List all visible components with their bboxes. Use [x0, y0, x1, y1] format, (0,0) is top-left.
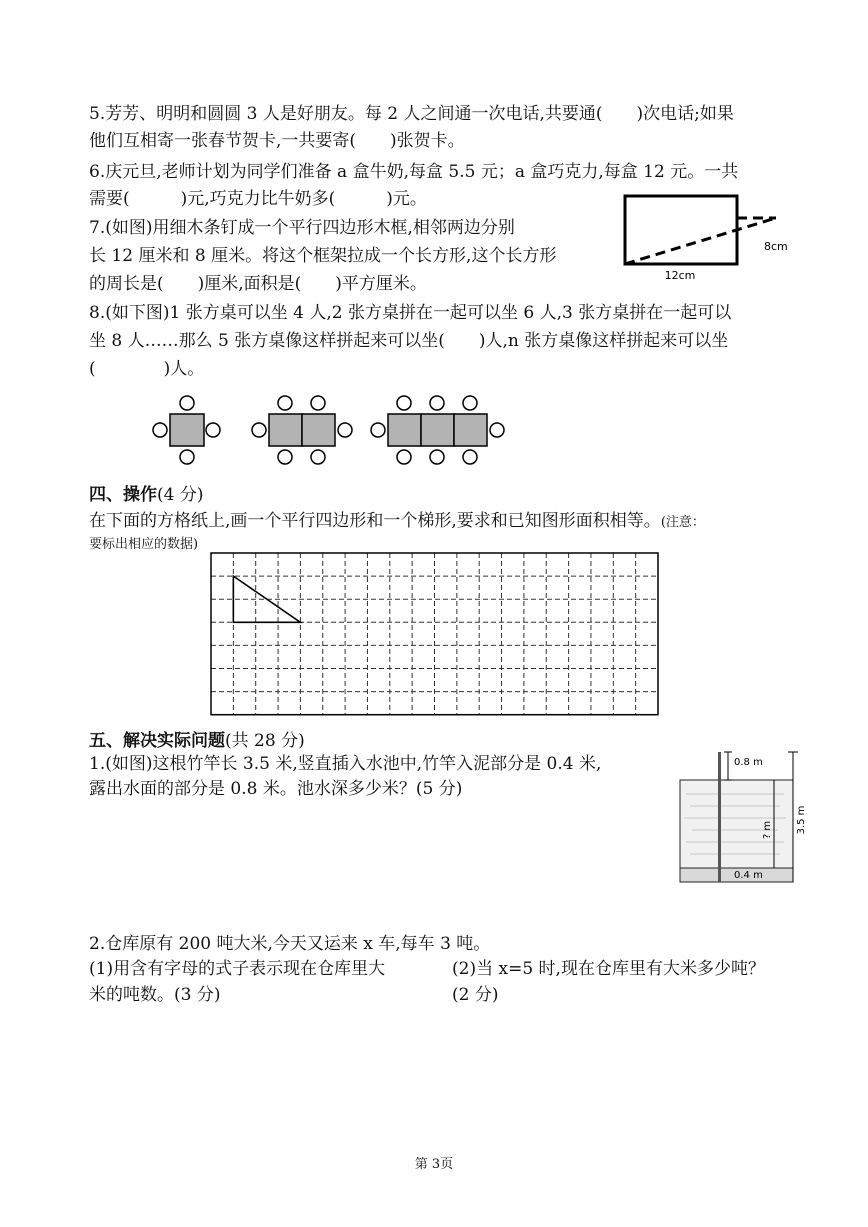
section4-note1: (注意： [660, 515, 705, 530]
p2-sub2-line1: (2)当 x=5 时,现在仓库里有大米多少吨？ [452, 959, 765, 979]
seat [397, 450, 411, 464]
seat [278, 450, 292, 464]
q7-line3: 的周长是( )厘米,面积是( )平方厘米。 [89, 274, 427, 294]
p2-line1: 2.仓库原有 200 吨大米,今天又运来 x 车,每车 3 吨。 [89, 934, 491, 954]
seat [338, 423, 352, 437]
table [269, 414, 302, 446]
p1-line2: 露出水面的部分是 0.8 米。池水深多少米？(5 分) [89, 779, 463, 799]
seat [430, 396, 444, 410]
seat [463, 450, 477, 464]
top-length-label: 0.8 m [734, 757, 763, 768]
q8-line2: 坐 8 人……那么 5 张方桌像这样拼起来可以坐( )人,n 张方桌像这样拼起来可以坐 [89, 331, 729, 351]
seat [311, 396, 325, 410]
q5-line1: 5.芳芳、明明和圆圆 3 人是好朋友。每 2 人之间通一次电话,共要通( )次电话;如果 [89, 104, 734, 124]
q5-line2: 他们互相寄一张春节贺卡,一共要寄( )张贺卡。 [89, 131, 465, 151]
table-group-2 [252, 396, 352, 464]
section4-instruction [89, 511, 705, 533]
seat [371, 423, 385, 437]
section4-heading: 四、操作 [89, 485, 157, 505]
p2-sub1-line2: 米的吨数。(3 分) [89, 985, 221, 1005]
grid-paper [210, 552, 660, 716]
section4-title [89, 485, 203, 505]
depth-unknown-label: ? m [762, 820, 773, 840]
seat [490, 423, 504, 437]
q6-line2: 需要( )元,巧克力比牛奶多( )元。 [89, 189, 427, 209]
p2-sub1-line1: (1)用含有字母的式子表示现在仓库里大 [89, 959, 386, 979]
table [170, 414, 204, 446]
section5-score: (共 28 分) [225, 731, 305, 751]
table [454, 414, 487, 446]
seat [180, 450, 194, 464]
mud-length-label: 0.4 m [734, 870, 763, 881]
parallelogram-rectangle-figure [600, 188, 800, 284]
seat [463, 396, 477, 410]
q7-line2: 长 12 厘米和 8 厘米。将这个框架拉成一个长方形,这个长方形 [89, 246, 557, 266]
tables-figure [148, 390, 518, 470]
p1-line1: 1.(如图)这根竹竿长 3.5 米,竖直插入水池中,竹竿入泥部分是 0.4 米, [89, 754, 602, 774]
seat [252, 423, 266, 437]
q7-line1: 7.(如图)用细木条钉成一个平行四边形木框,相邻两边分别 [89, 218, 515, 238]
q8-line3: ( )人。 [89, 359, 205, 379]
seat [430, 450, 444, 464]
bamboo-pole [718, 752, 721, 882]
section5-title [89, 731, 305, 751]
total-length-label: 3.5 m [796, 805, 807, 835]
table-group-3 [371, 396, 504, 464]
bamboo-pool-figure [680, 748, 810, 888]
seat [311, 450, 325, 464]
p2-sub2-line2: (2 分) [452, 985, 499, 1005]
table-group-1 [153, 396, 220, 464]
q6-line1: 6.庆元旦,老师计划为同学们准备 a 盒牛奶,每盒 5.5 元；a 盒巧克力,每盒 12 元。一共 [89, 162, 739, 182]
section5-heading: 五、解决实际问题 [89, 731, 225, 751]
section4-line1: 在下面的方格纸上,画一个平行四边形和一个梯形,要求和已知图形面积相等。 [89, 511, 661, 531]
width-label: 12cm [664, 269, 696, 282]
seat [397, 396, 411, 410]
table [302, 414, 335, 446]
table [421, 414, 454, 446]
seat [180, 396, 194, 410]
rectangle-shape [625, 196, 737, 264]
page-number: 第 3页 [414, 1157, 454, 1172]
q8-line1: 8.(如下图)1 张方桌可以坐 4 人,2 张方桌拼在一起可以坐 6 人,3 张方桌拼在一起可以 [89, 303, 732, 323]
section4-score: (4 分) [157, 485, 204, 505]
pool-water [680, 780, 793, 882]
height-label: 8cm [764, 240, 788, 253]
seat [153, 423, 167, 437]
dashed-slant-side [625, 218, 776, 264]
seat [278, 396, 292, 410]
seat [206, 423, 220, 437]
section4-note2: 要标出相应的数据) [89, 537, 199, 552]
table [388, 414, 421, 446]
